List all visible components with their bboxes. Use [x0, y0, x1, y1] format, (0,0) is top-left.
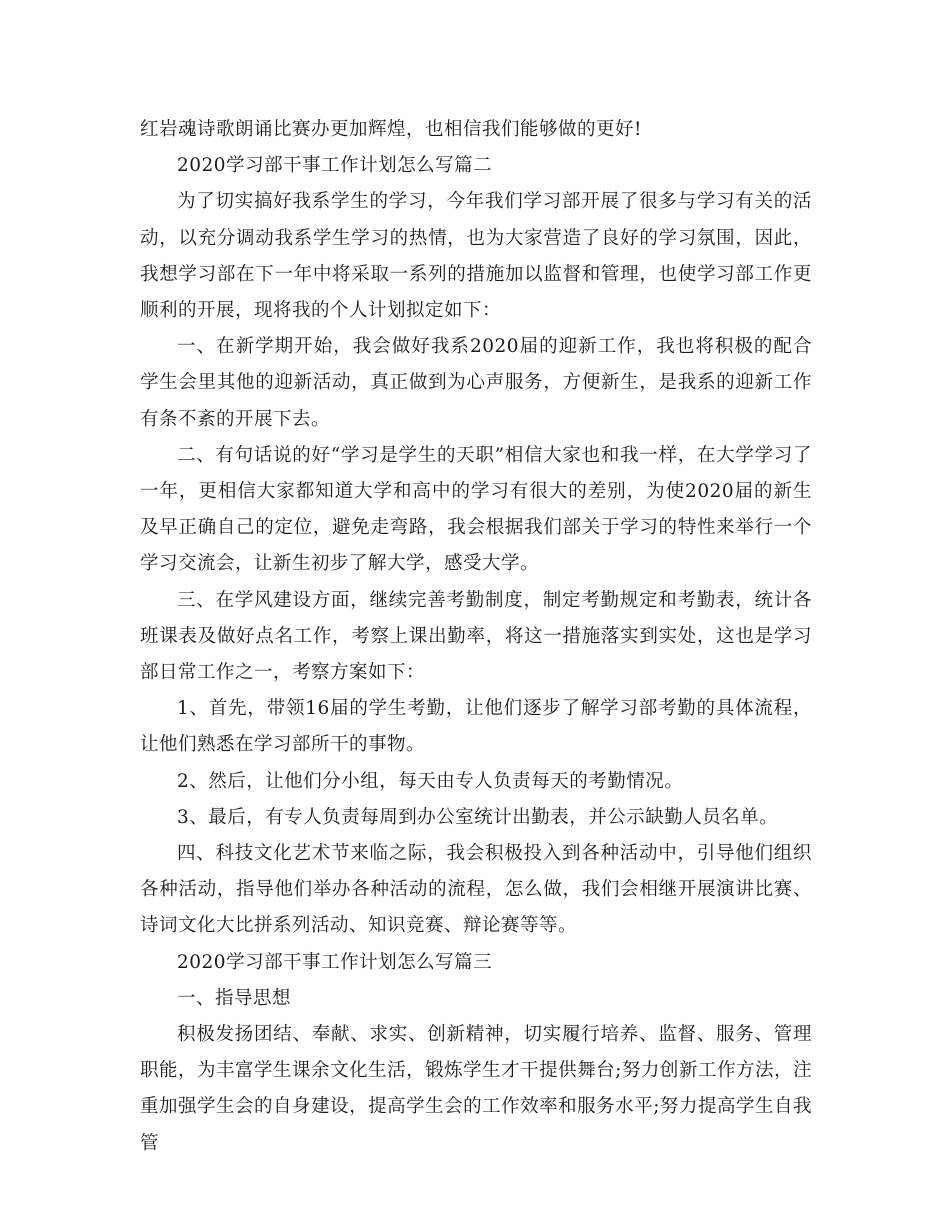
paragraph-item-two: 二、有句话说的好“学习是学生的天职”相信大家也和我一样，在大学学习了一年，更相信大家都知道大学和高中的学习有很大的差别，为使2020届的新生及早正确自己的定位，避免走弯路，我会根据我们部关于学习的特性来举行一个学习交流会，让新生初步了解大学，感受大学。 — [140, 444, 812, 575]
section-heading-part-two: 2020学习部干事工作计划怎么写篇二 — [177, 155, 493, 177]
paragraph-item-three: 三、在学风建设方面，继续完善考勤制度，制定考勤规定和考勤表，统计各班课表及做好点名工作，考察上课出勤率，将这一措施落实到实处，这也是学习部日常工作之一，考察方案如下： — [140, 589, 812, 684]
subheading-guiding-ideology: 一、指导思想 — [177, 987, 292, 1009]
paragraph-item-four: 四、科技文化艺术节来临之际，我会积极投入到各种活动中，引导他们组织各种活动，指导他们举办各种活动的流程，怎么做，我们会相继开展演讲比赛、诗词文化大比拼系列活动、知识竞赛、辩论赛等等。 — [140, 843, 812, 937]
paragraph-continuation: 红岩魂诗歌朗诵比赛办更加辉煌，也相信我们能够做的更好! — [140, 119, 642, 140]
paragraph-guiding-ideology: 积极发扬团结、奉献、求实、创新精神，切实履行培养、监督、服务、管理职能，为丰富学生课余文化生活，锻炼学生才干提供舞台;努力创新工作方法，注重加强学生会的自身建设，提高学生会的工作效率和服务水平;努力提高学生自我管 — [140, 1024, 812, 1154]
paragraph-item-one: 一、在新学期开始，我会做好我系2020届的迎新工作，我也将积极的配合学生会里其他的迎新活动，真正做到为心声服务，方便新生，是我系的迎新工作有条不紊的开展下去。 — [140, 336, 812, 430]
paragraph-subitem-3: 3、最后，有专人负责每周到办公室统计出勤表，并公示缺勤人员名单。 — [177, 806, 779, 828]
paragraph-subitem-2: 2、然后，让他们分小组，每天由专人负责每天的考勤情况。 — [177, 770, 684, 792]
paragraph-subitem-1: 1、首先，带领16届的学生考勤，让他们逐步了解学习部考勤的具体流程，让他们熟悉在学习部所干的事物。 — [140, 698, 812, 756]
document-body — [140, 112, 812, 1162]
paragraph-intro: 为了切实搞好我系学生的学习，今年我们学习部开展了很多与学习有关的活动，以充分调动我系学生学习的热情，也为大家营造了良好的学习氛围，因此，我想学习部在下一年中将采取一系列的措施加以监督和管理，也使学习部工作更顺利的开展，现将我的个人计划拟定如下： — [140, 191, 812, 322]
section-heading-part-three: 2020学习部干事工作计划怎么写篇三 — [177, 951, 493, 973]
